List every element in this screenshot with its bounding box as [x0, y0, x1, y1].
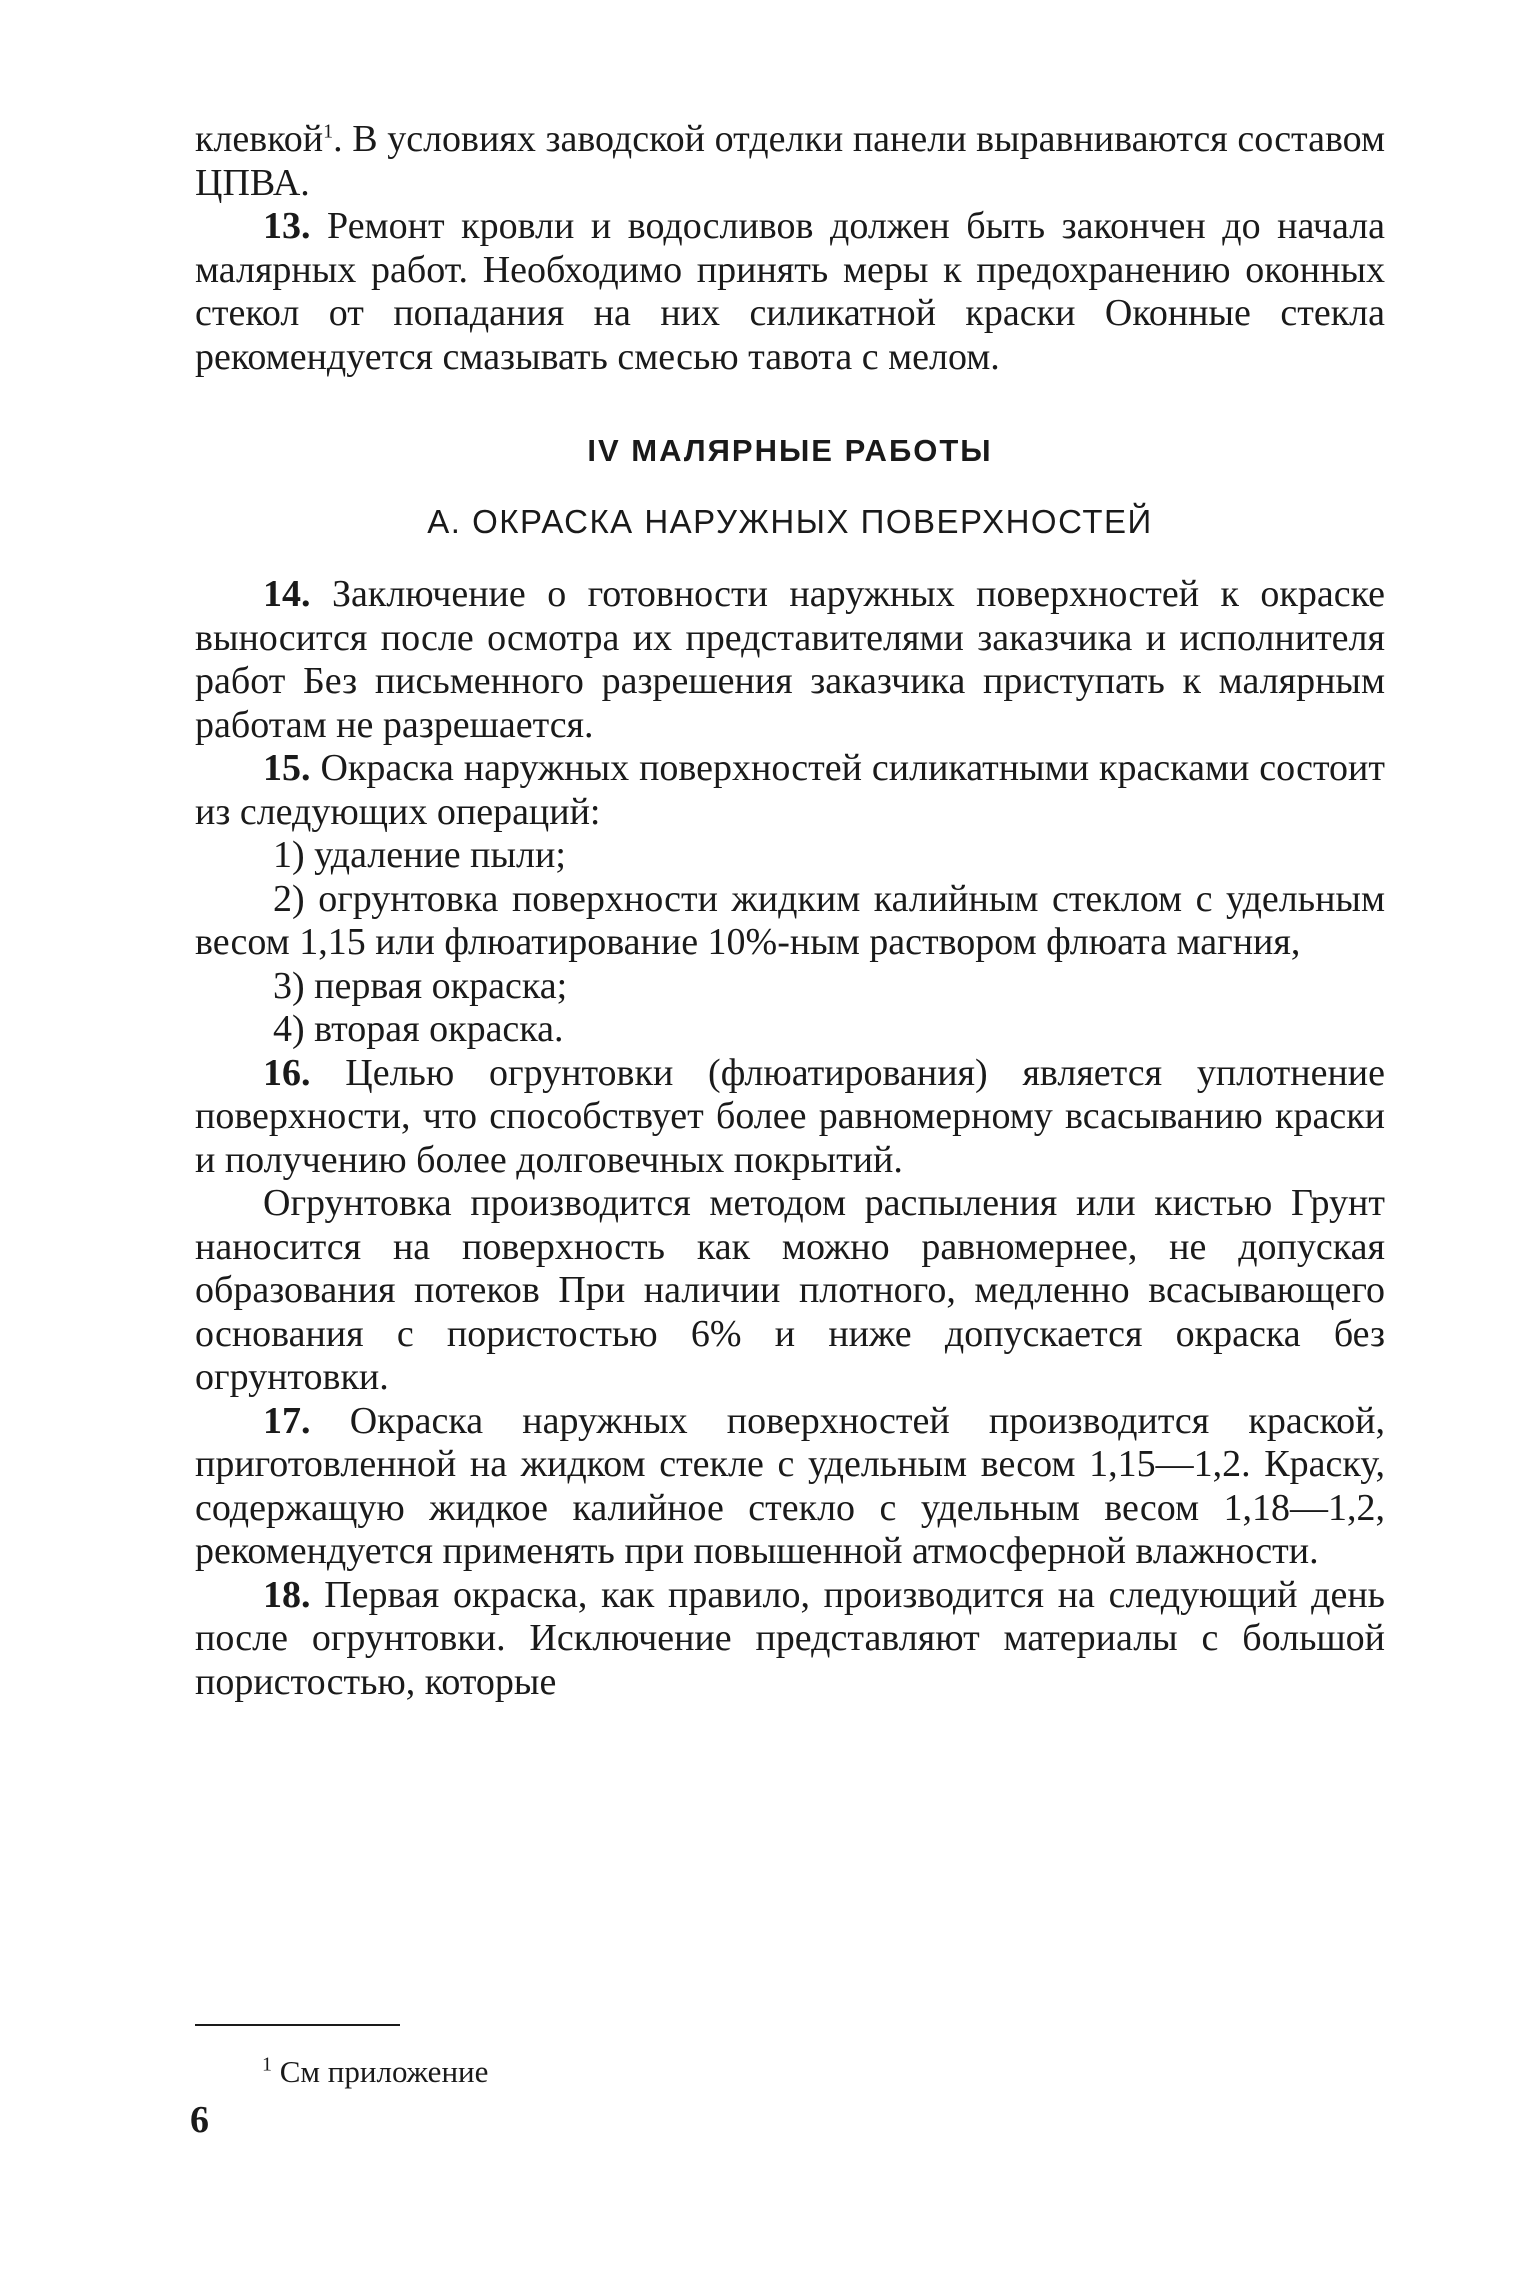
paragraph-number: 17. — [263, 1399, 311, 1442]
paragraph-number: 13. — [263, 205, 311, 247]
page-number: 6 — [190, 2099, 209, 2141]
footnote-mark: 1 — [262, 2053, 272, 2076]
paragraph-16 — [195, 1052, 1385, 1183]
continued-text-start: клевкой — [195, 118, 324, 160]
footnote-text: См приложение — [272, 2054, 489, 2089]
operation-item: 2) огрунтовка поверхности жидким калийным стеклом с удельным весом 1,15 или флюатирование 10%-ным раствором флюата магния, — [195, 877, 1385, 963]
subsection-title: А. ОКРАСКА НАРУЖНЫХ ПОВЕРХНОСТЕЙ — [427, 503, 1153, 540]
paragraph-text: Окраска наружных поверхностей силикатными красками состоит из следующих операций: — [195, 747, 1385, 833]
footnote — [262, 2052, 488, 2092]
paragraph-text: Окраска наружных поверхностей производится краской, приготовленной на жидком стекле с удельным весом 1,15—1,2. Краску, содержащую жидкое калийное стекло с удельным весом 1,18—1,2, рекомендуется применять при повышенной атмосферной влажности. — [195, 1399, 1385, 1572]
paragraph-text: Заключение о готовности наружных поверхностей к окраске выносится после осмотра их представителями заказчика и исполнителя работ Без письменного разрешения заказчика приступать к малярным работам не разрешается. — [195, 573, 1385, 746]
paragraph-17 — [195, 1400, 1385, 1574]
paragraph-18 — [195, 1574, 1385, 1705]
operation-item: 3) первая окраска; — [273, 964, 568, 1007]
operation-item: 1) удаление пыли; — [273, 834, 566, 876]
paragraph-14 — [195, 573, 1385, 747]
section-title: IV МАЛЯРНЫЕ РАБОТЫ — [587, 433, 993, 468]
paragraph-number: 14. — [263, 573, 311, 615]
paragraph-number: 15. — [263, 747, 311, 789]
continued-text-end: . В условиях заводской отделки панели выравниваются составом ЦПВА. — [195, 118, 1385, 204]
page-body — [195, 118, 1385, 1704]
paragraph-13 — [195, 205, 1385, 379]
paragraph-15 — [195, 747, 1385, 834]
continued-paragraph — [195, 118, 1385, 205]
footnote-reference: 1 — [323, 120, 334, 143]
paragraph-text: Первая окраска, как правило, производится на следующий день после огрунтовки. Исключение представляют материалы с большой пористостью, которые — [195, 1573, 1385, 1703]
paragraph-text: Целью огрунтовки (флюатирования) является уплотнение поверхности, что способствует более равномерному всасыванию краски и получению более долговечных покрытий. — [195, 1051, 1385, 1181]
paragraph-number: 16. — [263, 1051, 311, 1094]
paragraph-number: 18. — [263, 1573, 311, 1616]
footnote-divider — [195, 2024, 400, 2026]
paragraph-16-continued: Огрунтовка производится методом распыления или кистью Грунт наносится на поверхность как можно равномернее, не допуская образования потеков При наличии плотного, медленно всасывающего основания с пористостью 6% и ниже допускается окраска без огрунтовки. — [195, 1182, 1385, 1398]
paragraph-text: Ремонт кровли и водосливов должен быть закончен до начала малярных работ. Необходимо принять меры к предохранению оконных стекол от попадания на них силикатной краски Оконные стекла рекомендуется смазывать смесью тавота с мелом. — [195, 205, 1385, 378]
operation-item: 4) вторая окраска. — [273, 1008, 564, 1050]
